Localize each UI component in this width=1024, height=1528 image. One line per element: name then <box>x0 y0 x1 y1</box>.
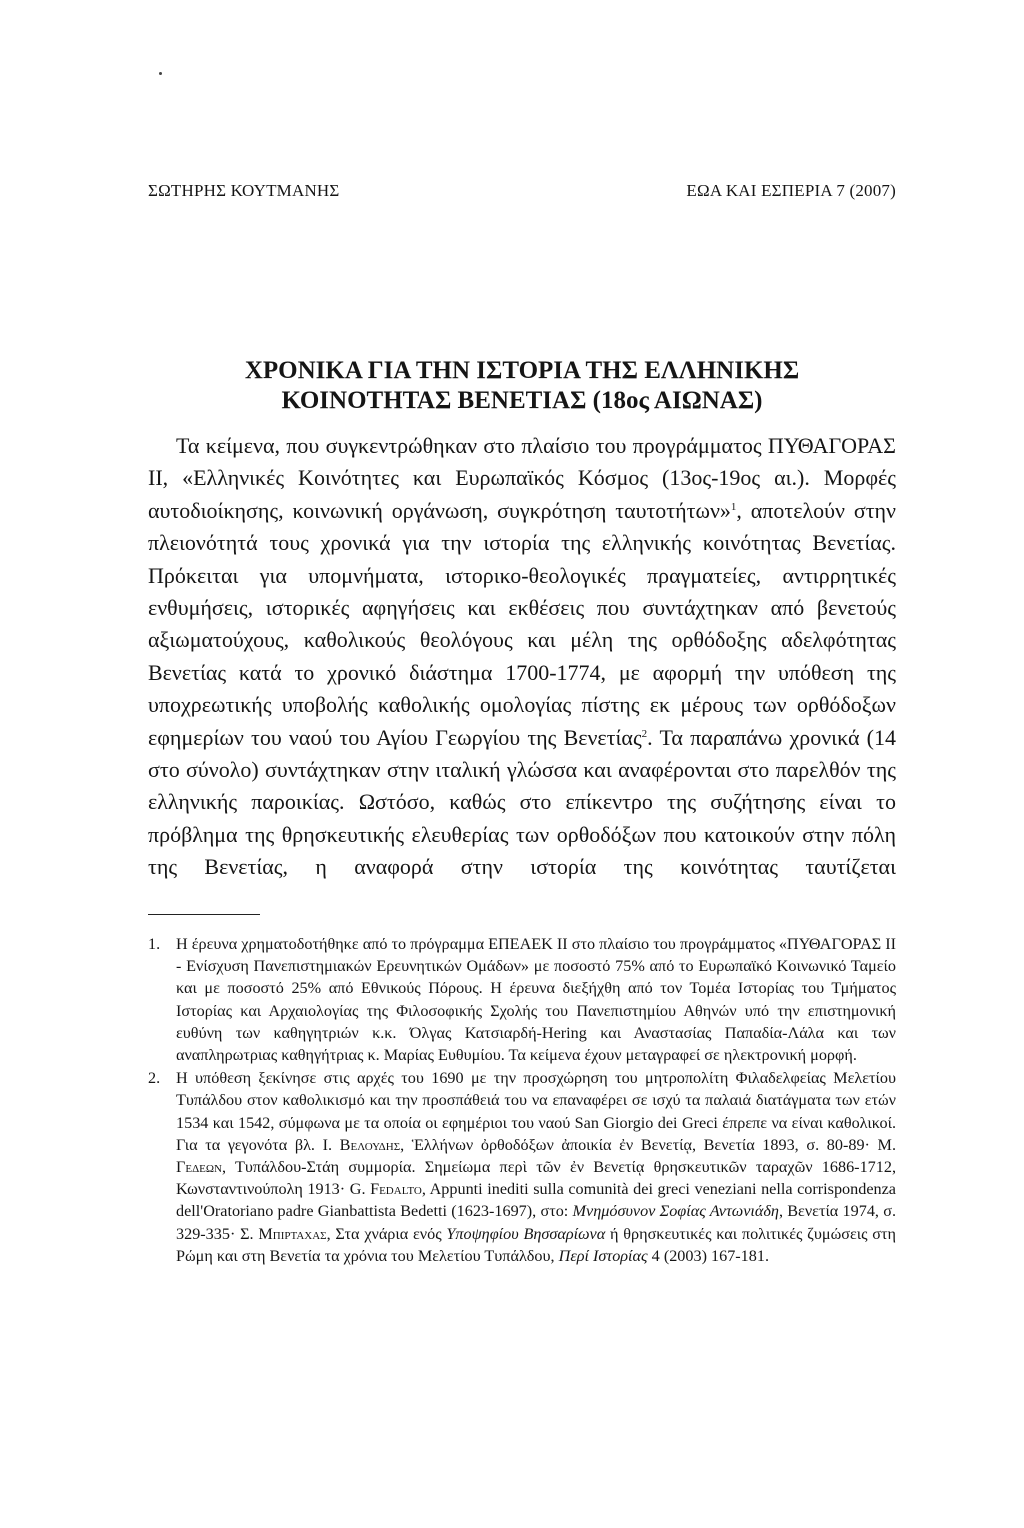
body-text-part-1: Τα κείμενα, που συγκεντρώθηκαν στο πλαίσιο του προγράμματος ΠΥΘΑΓΟΡΑΣ ΙΙ, «Ελληνικές Κοινότητες και Ευρωπαϊκός Κόσμος (13ος-19ος αι.). Μορφές αυτοδιοίκησης, κοινωνική οργάνωση, συγκρότηση ταυτοτήτων» <box>148 433 896 523</box>
footnote-separator <box>148 914 260 915</box>
footnotes <box>148 933 896 1268</box>
footnote-text-segment: , Ἑλλήνων ὀρθοδόξων ἀποικία ἐν Βενετίᾳ, Βενετία 1893, σ. 80-89· Μ. <box>400 1135 896 1154</box>
running-head-journal: ΕΩΑ ΚΑΙ ΕΣΠΕΡΙΑ 7 (2007) <box>686 181 896 200</box>
article-title <box>148 356 896 416</box>
speck-mark <box>159 72 162 75</box>
footnote-text: Η έρευνα χρηματοδοτήθηκε από το πρόγραμμα ΕΠΕΑΕΚ ΙΙ στο πλαίσιο του προγράμματος «ΠΥΘΑΓΟΡΑΣ ΙΙ - Ενίσχυση Πανεπιστημιακών Ερευνητικών Ομάδων» με ποσοστό 75% από το Ευρωπαϊκό Κοινωνικό Ταμείο και με ποσοστό 25% από Εθνικούς Πόρους. Η έρευνα διεξήχθη από τον Τομέα Ιστορίας του Τμήματος Ιστορίας και Αρχαιολογίας της Φιλοσοφικής Σχολής του Πανεπιστημίου Αθηνών υπό την επιστημονική ευθύνη των καθηγητριών κ.κ. Όλγας Κατσιαρδή-Hering και Αναστασίας Παπαδία-Λάλα και των αναπληρωτριας καθηγήτριας κ. Μαρίας Ευθυμίου. Τα κείμενα έχουν μεταγραφεί σε ηλεκτρονική μορφή. <box>176 935 896 1065</box>
footnote-ref-1: 1 <box>730 500 737 513</box>
cited-author: Γεδεων <box>176 1158 222 1177</box>
footnote-2 <box>148 1067 896 1267</box>
footnote-text-segment: , Στα χνάρια ενός <box>326 1224 447 1243</box>
running-head <box>148 181 896 205</box>
cited-title: Μνημόσυνον Σοφίας Αντωνιάδη <box>572 1202 779 1221</box>
footnote-text <box>176 1067 896 1267</box>
footnote-text-segment: ή θρησκευτικές και πολιτικές ζυμώσεις στη Ρώμη και στη Βενετία τα χρόνια του Μελετίου Τυπάλδου, <box>176 1224 897 1265</box>
running-head-author: ΣΩΤΗΡΗΣ ΚΟΥΤΜΑΝΗΣ <box>148 181 340 200</box>
cited-title: Υποψηφίου Βησσαρίωνα <box>446 1224 606 1243</box>
footnote-text-segment: Η υπόθεση ξεκίνησε στις αρχές του 1690 με την προσχώρηση του μητροπολίτη Φιλαδελφείας Μελετίου Τυπάλδου στον καθολικισμό και την προσπάθειά του να επαναφέρει σε ισχύ τα παλαιά διατάγματα των ετών 1534 και 1542, σύμφωνα με τα οποία οι εφημέριοι του ναού San Giorgio dei Greci έπρεπε να είναι καθολικοί. Για τα γεγονότα βλ. Ι. <box>176 1069 896 1154</box>
body-text-part-2: , αποτελούν στην πλειονότητά τους χρονικά για την ιστορία της ελληνικής κοινότητας Βενετίας. Πρόκειται για υπομνήματα, ιστορικο-θεολογικές πραγματείες, αντιρρητικές ενθυμήσεις, ιστορικές αφηγήσεις και εκθέσεις που συντάχτηκαν από βενετούς αξιωματούχους, καθολικούς θεολόγους και μέλη της ορθόδοξης αδελφότητας Βενετίας κατά το χρονικό διάστημα 1700-1774, με αφορμή την υπόθεση της υποχρεωτικής υποβολής καθολικής ομολογίας πίστης εκ μέρους των ορθόδοξων εφημερίων του ναού του Αγίου Γεωργίου της Βενετίας <box>148 497 896 750</box>
cited-author: Βελουδης <box>339 1135 401 1154</box>
footnote-number: 1. <box>148 935 161 953</box>
footnote-text-segment: , Τυπάλδου-Στάη συμμορία. Σημείωμα περὶ τῶν ἐν Βενετίᾳ θρησκευτικῶν ταραχῶν 1686-1712, Κωνσταντινούπολη 1913· G. <box>176 1158 896 1199</box>
cited-author: Fedalto <box>370 1180 422 1199</box>
footnote-text-segment: 4 (2003) 167-181. <box>647 1246 770 1265</box>
body-text-part-3: . Τα παραπάνω χρονικά (14 στο σύνολο) συντάχτηκαν στην ιταλική γλώσσα και αναφέρονται στο παρελθόν της ελληνικής παροικίας. Ωστόσο, καθώς στο επίκεντρο της συζήτησης είναι το πρόβλημα της θρησκευτικής ελευθερίας των ορθοδόξων που κατοικούν στην πόλη της Βενετίας, η αναφορά στην ιστορία της κοινότητας ταυτίζεται <box>148 724 896 880</box>
footnote-ref-2: 2 <box>641 727 648 740</box>
article-title-line-2: ΚΟΙΝΟΤΗΤΑΣ ΒΕΝΕΤΙΑΣ (18ος ΑΙΩΝΑΣ) <box>281 387 763 414</box>
footnote-number: 2. <box>148 1069 161 1088</box>
body-text <box>148 430 896 884</box>
footnote-1 <box>148 933 896 1066</box>
footnote-text-segment: , Appunti inediti sulla comunità dei greci veneziani nella corrispondenza dell'Oratoriano padre Gianbattista Bedetti (1623-1697), στο: <box>176 1180 896 1221</box>
article-title-line-1: ΧΡΟΝΙΚΑ ΓΙΑ ΤΗΝ ΙΣΤΟΡΙΑ ΤΗΣ ΕΛΛΗΝΙΚΗΣ <box>244 357 800 384</box>
cited-author: Μπιρταχας <box>258 1224 327 1243</box>
cited-journal: Περί Ιστορίας <box>558 1246 648 1265</box>
footnote-text-segment: , Βενετία 1974, σ. 329-335· Σ. <box>176 1202 896 1243</box>
body-paragraph <box>148 430 896 884</box>
